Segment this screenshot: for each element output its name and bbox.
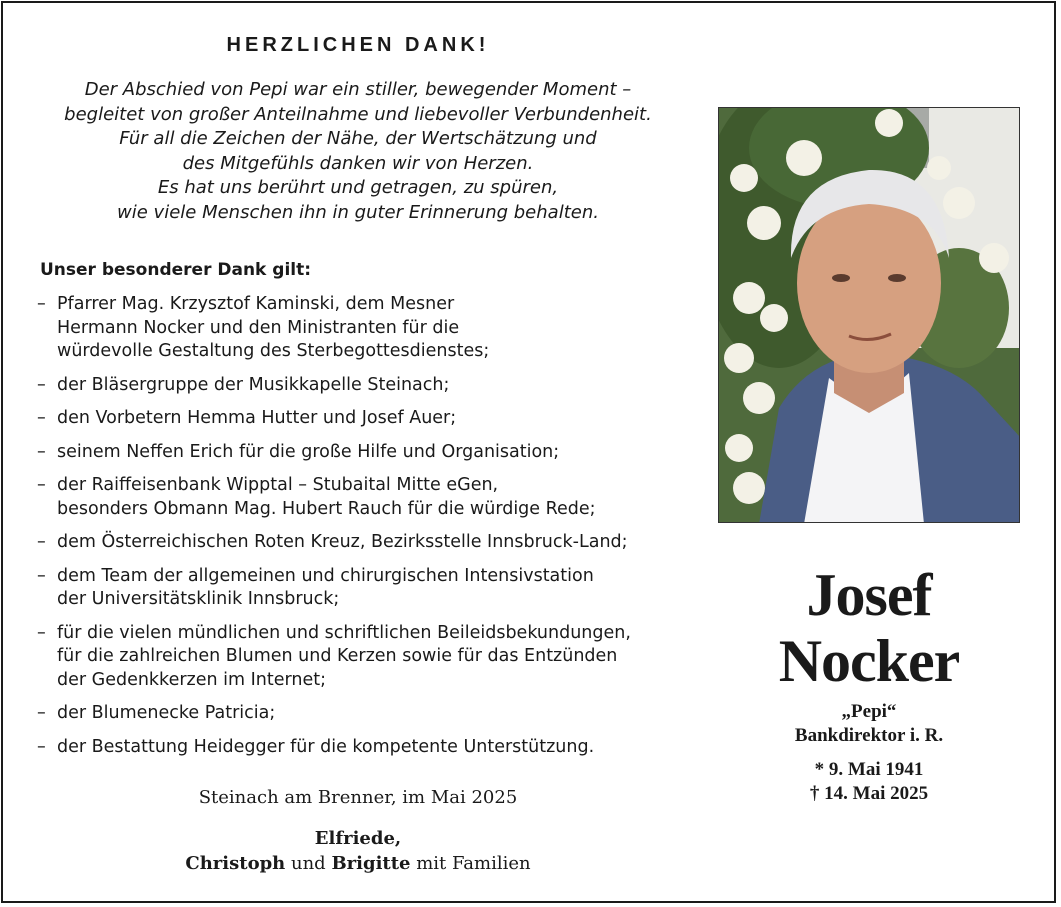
- list-item: [37, 374, 687, 398]
- list-item-line: für die zahlreichen Blumen und Kerzen sowie für das Entzünden: [57, 646, 618, 666]
- list-item-line: der Universitätsklinik Innsbruck;: [57, 589, 340, 609]
- portrait-photo: [718, 107, 1020, 523]
- list-item-line: würdevolle Gestaltung des Sterbegottesdienstes;: [57, 341, 490, 361]
- birth-date: * 9. Mai 1941: [814, 759, 924, 780]
- list-item-line: – dem Team der allgemeinen und chirurgischen Intensivstation: [57, 565, 594, 586]
- list-item-line: – der Blumenecke Patricia;: [57, 703, 276, 723]
- thanks-list: [37, 293, 687, 769]
- list-item: [37, 407, 687, 431]
- signature-name1: Christoph: [185, 853, 286, 874]
- list-item-line: – Pfarrer Mag. Krzysztof Kaminski, dem Mesner: [57, 294, 455, 314]
- intro-text: [20, 78, 696, 225]
- list-item-line: – seinem Neffen Erich für die große Hilfe und Organisation;: [57, 441, 560, 462]
- list-item-line: – für die vielen mündlichen und schriftlichen Beileidsbekundungen,: [57, 622, 631, 643]
- signature-line1: Elfriede,: [314, 828, 402, 849]
- list-item: [37, 474, 687, 521]
- signature-connector: und: [291, 853, 326, 874]
- list-item-line: besonders Obmann Mag. Hubert Rauch für die würdige Rede;: [57, 498, 596, 519]
- list-item-line: der Gedenkkerzen im Internet;: [57, 669, 326, 690]
- intro-line: des Mitgefühls danken wir von Herzen.: [182, 152, 534, 174]
- portrait-illustration: [719, 108, 1020, 523]
- list-item-line: – dem Österreichischen Roten Kreuz, Bezirksstelle Innsbruck-Land;: [57, 532, 628, 552]
- thanks-heading: Unser besonderer Dank gilt:: [40, 260, 312, 280]
- list-item-line: – den Vorbetern Hemma Hutter und Josef Auer;: [57, 408, 457, 428]
- list-item: [37, 293, 687, 364]
- intro-line: wie viele Menschen ihn in guter Erinnerung behalten.: [117, 201, 599, 223]
- death-date: † 14. Mai 2025: [809, 783, 929, 804]
- intro-line: begleitet von großer Anteilnahme und liebevoller Verbundenheit.: [64, 103, 652, 125]
- place-date: Steinach am Brenner, im Mai 2025: [198, 787, 518, 808]
- deceased-first-name: Josef: [806, 562, 932, 628]
- list-item: [37, 441, 687, 465]
- deceased-last-name: Nocker: [778, 628, 960, 694]
- intro-line: Es hat uns berührt und getragen, zu spüren,: [157, 177, 559, 198]
- page-title: HERZLICHEN DANK!: [226, 34, 490, 56]
- intro-line: Der Abschied von Pepi war ein stiller, bewegender Moment –: [84, 79, 632, 100]
- list-item-line: – der Bläsergruppe der Musikkapelle Steinach;: [57, 374, 450, 395]
- signature: [0, 826, 716, 876]
- nickname: „Pepi“: [841, 701, 897, 722]
- list-item-line: – der Raiffeisenbank Wipptal – Stubaital Mitte eGen,: [57, 475, 499, 495]
- list-item: [37, 565, 687, 612]
- deceased-details: [718, 700, 1020, 806]
- signature-name2: Brigitte: [331, 853, 411, 874]
- list-item: [37, 531, 687, 555]
- list-item-line: Hermann Nocker und den Ministranten für die: [57, 317, 460, 338]
- job-title: Bankdirektor i. R.: [794, 725, 944, 746]
- signature-suffix: mit Familien: [416, 853, 531, 874]
- intro-line: Für all die Zeichen der Nähe, der Wertschätzung und: [119, 128, 597, 149]
- list-item: [37, 736, 687, 760]
- list-item-line: – der Bestattung Heidegger für die kompetente Unterstützung.: [57, 736, 595, 757]
- list-item: [37, 702, 687, 726]
- list-item: [37, 622, 687, 693]
